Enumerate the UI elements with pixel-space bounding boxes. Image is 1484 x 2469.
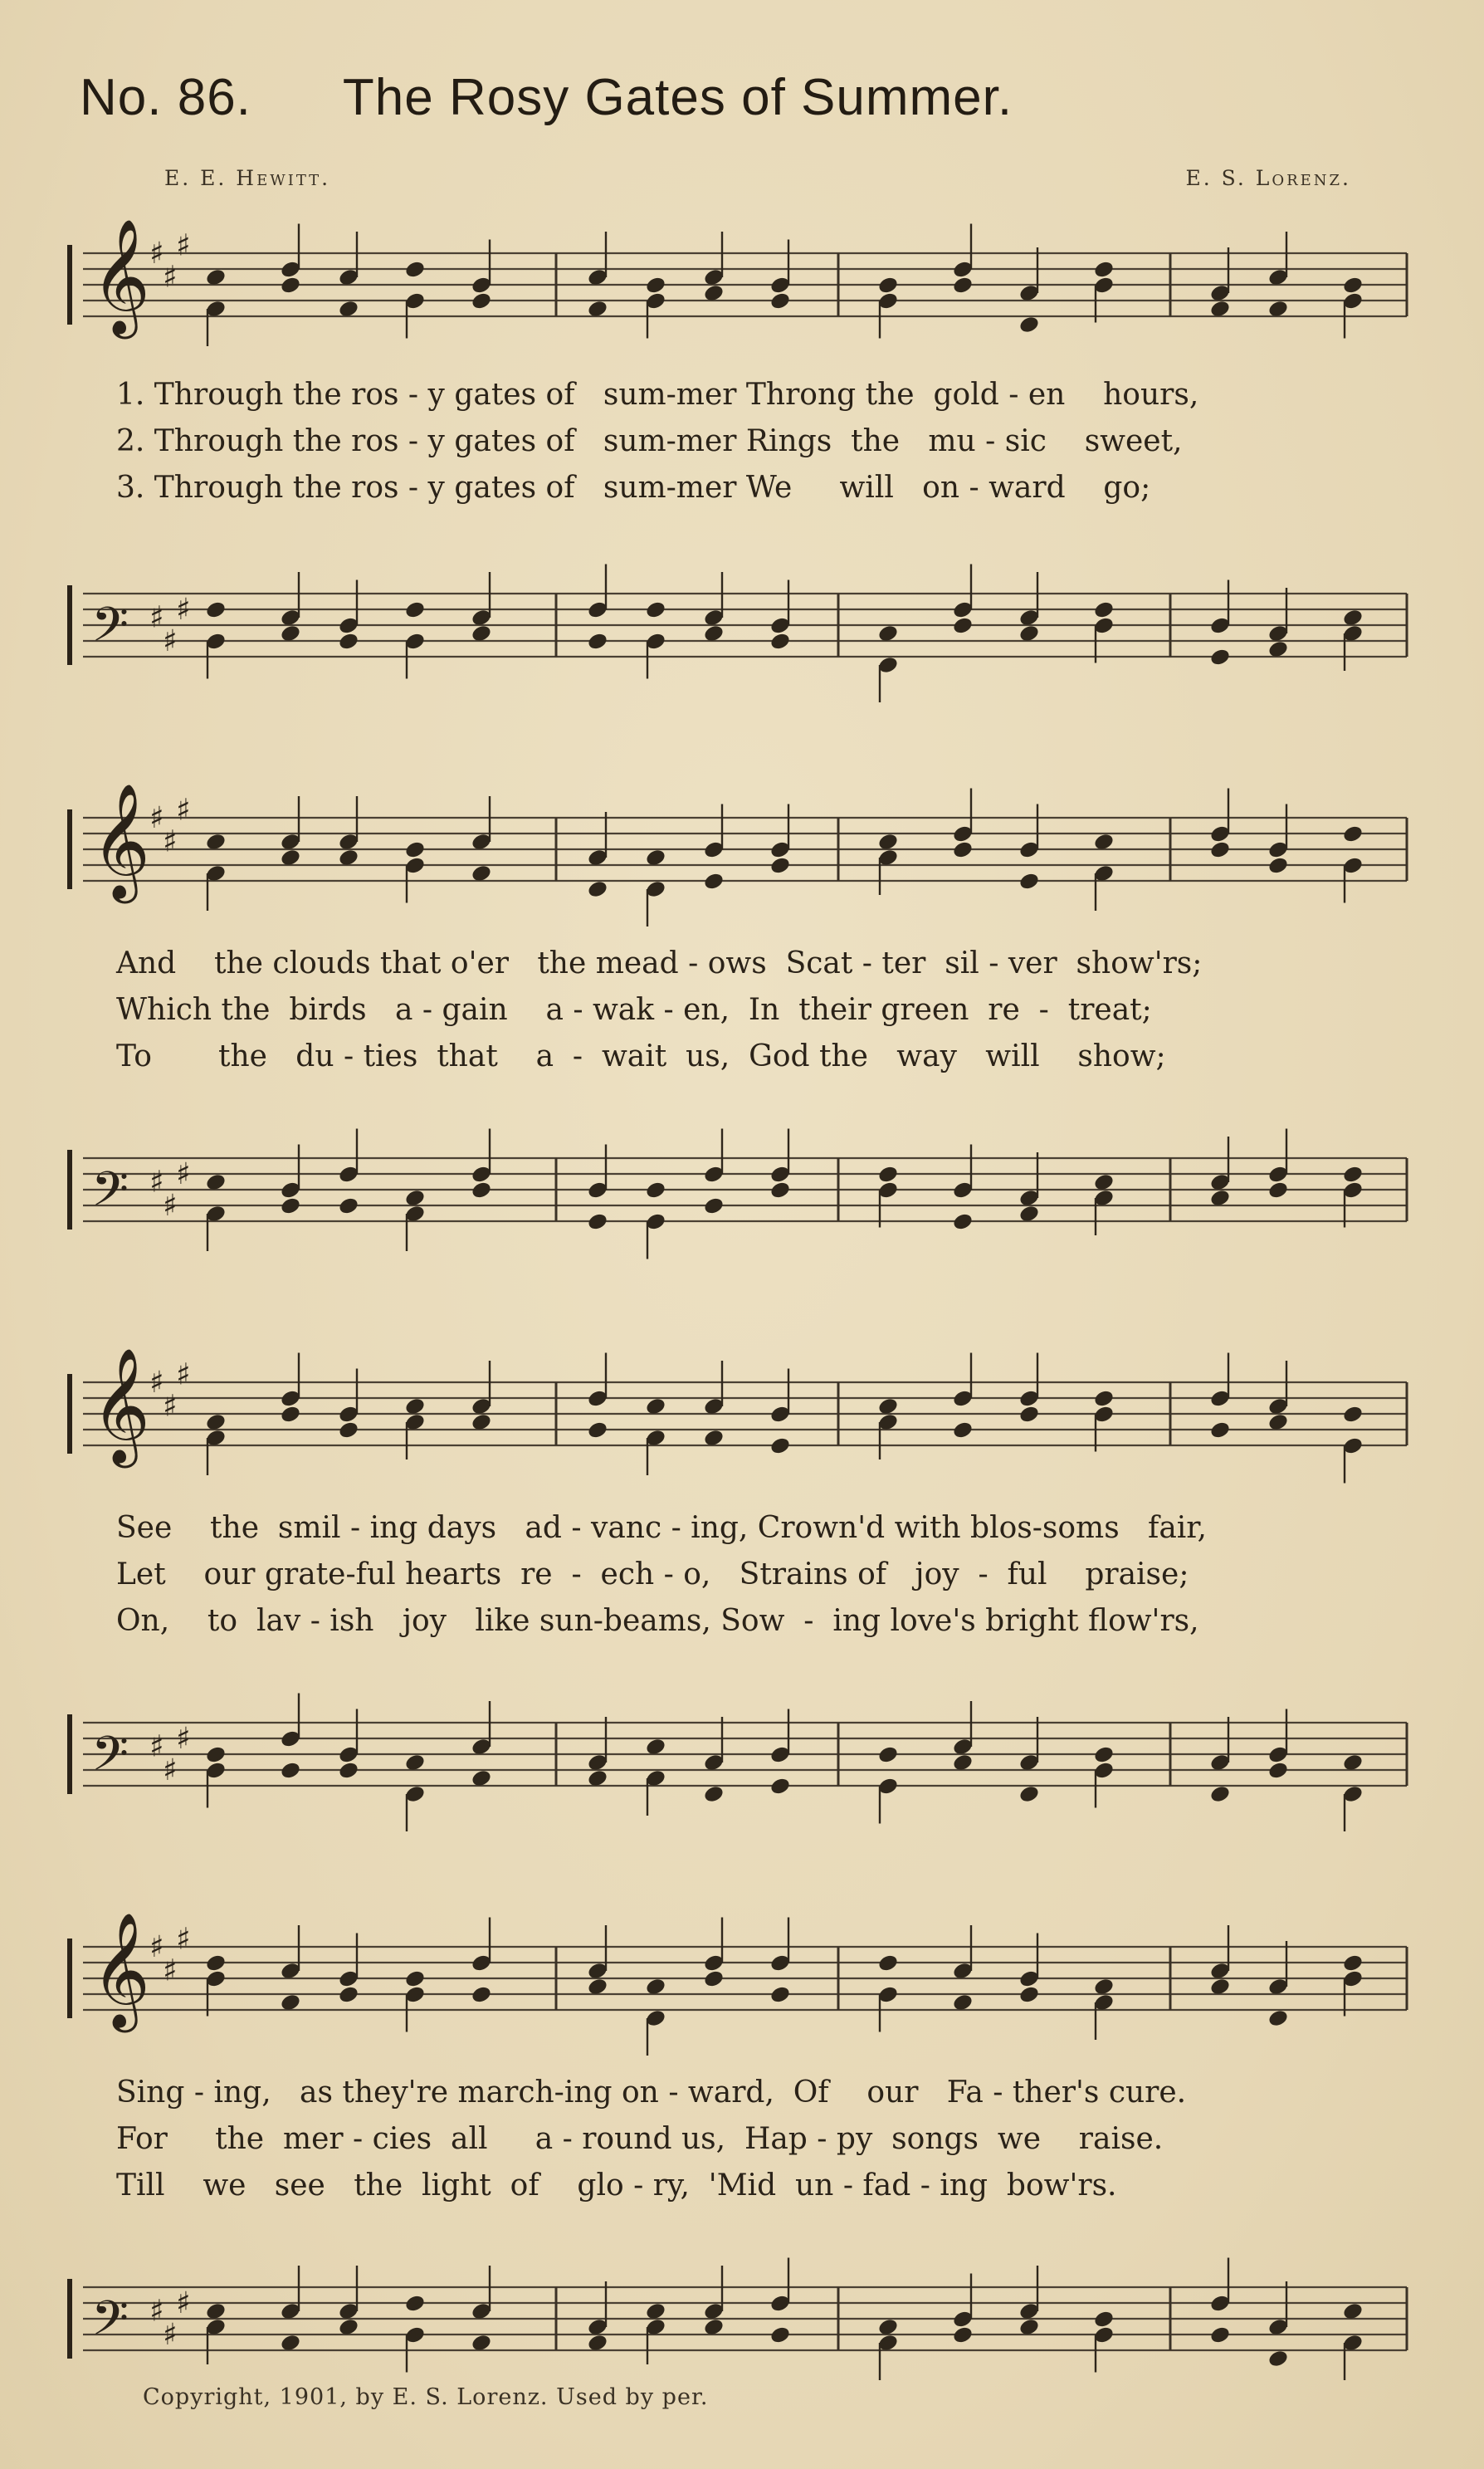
sharp-icon: ♯ bbox=[149, 1365, 164, 1400]
note-head bbox=[769, 1985, 792, 2005]
note-head bbox=[1209, 840, 1232, 860]
note-head bbox=[703, 1196, 725, 1216]
note-head bbox=[1093, 260, 1115, 280]
music-system-1 bbox=[66, 212, 1411, 677]
note-head bbox=[1209, 1420, 1232, 1440]
sharp-icon: ♯ bbox=[149, 1929, 164, 1964]
bass-staff bbox=[66, 1133, 1411, 1266]
note-head bbox=[205, 1953, 227, 1973]
note-head bbox=[952, 616, 974, 636]
sharp-icon: ♯ bbox=[149, 800, 164, 835]
note-head bbox=[877, 276, 900, 296]
music-system-2 bbox=[66, 776, 1411, 1241]
note-head bbox=[205, 1745, 227, 1765]
note-head bbox=[1018, 1985, 1041, 2005]
treble-clef-icon: 𝄞 bbox=[91, 783, 150, 899]
note-head bbox=[280, 1405, 302, 1425]
note-head bbox=[1267, 2008, 1290, 2028]
sharp-icon: ♯ bbox=[163, 1388, 178, 1424]
bass-clef-icon: 𝄢 bbox=[91, 1161, 129, 1230]
note-head bbox=[952, 276, 974, 296]
sharp-icon: ♯ bbox=[149, 1164, 164, 1200]
note-head bbox=[1018, 1405, 1041, 1425]
note-head bbox=[952, 2325, 974, 2345]
sharp-icon: ♯ bbox=[163, 1753, 178, 1787]
note-head bbox=[587, 1212, 609, 1232]
sharp-icon: ♯ bbox=[176, 227, 191, 263]
note-head bbox=[404, 260, 427, 280]
note-head bbox=[1267, 1761, 1290, 1781]
sharp-icon: ♯ bbox=[163, 1953, 178, 1988]
note-head bbox=[769, 1181, 792, 1200]
sharp-icon: ♯ bbox=[163, 824, 178, 859]
treble-clef-icon: 𝄞 bbox=[91, 218, 150, 335]
note-head bbox=[703, 1969, 725, 1989]
sharp-icon: ♯ bbox=[176, 2286, 191, 2320]
note-head bbox=[1342, 1953, 1364, 1973]
lyric-verse-2: For the mer - cies all a - round us, Hap - py songs we raise. bbox=[116, 2122, 1164, 2156]
music-system-4 bbox=[66, 1905, 1411, 2370]
sharp-icon: ♯ bbox=[149, 2293, 164, 2329]
sharp-icon: ♯ bbox=[176, 1721, 191, 1756]
note-head bbox=[471, 291, 493, 311]
note-head bbox=[1267, 856, 1290, 876]
bass-staff bbox=[66, 1698, 1411, 1831]
note-head bbox=[338, 1761, 360, 1781]
lyric-verse-1: Sing - ing, as they're march-ing on - ward, Of our Fa - ther's cure. bbox=[116, 2075, 1187, 2110]
note-head bbox=[404, 2294, 427, 2314]
sharp-icon: ♯ bbox=[176, 792, 191, 828]
note-head bbox=[645, 600, 667, 620]
hymn-title: The Rosy Gates of Summer. bbox=[342, 69, 1013, 126]
note-head bbox=[338, 632, 360, 652]
note-head bbox=[952, 840, 974, 860]
note-head bbox=[587, 632, 609, 652]
note-head bbox=[471, 1985, 493, 2005]
lyric-verse-3: On, to lav - ish joy like sun-beams, Sow - ing love's bright flow'rs, bbox=[116, 1604, 1199, 1638]
copyright-notice: Copyright, 1901, by E. S. Lorenz. Used by per. bbox=[143, 2384, 709, 2410]
sharp-icon: ♯ bbox=[176, 592, 191, 627]
bass-clef-icon: 𝄢 bbox=[91, 2290, 129, 2359]
note-head bbox=[587, 1420, 609, 1440]
note-head bbox=[1342, 276, 1364, 296]
treble-staff bbox=[66, 783, 1411, 926]
note-head bbox=[769, 2325, 792, 2345]
note-head bbox=[280, 1196, 302, 1216]
sharp-icon: ♯ bbox=[163, 2317, 178, 2352]
lyric-verse-1: And the clouds that o'er the mead - ows Scat - ter sil - ver show'rs; bbox=[116, 946, 1203, 980]
note-head bbox=[769, 1436, 792, 1456]
note-head bbox=[645, 1181, 667, 1200]
note-head bbox=[769, 632, 792, 652]
sharp-icon: ♯ bbox=[163, 259, 178, 295]
note-head bbox=[877, 1165, 900, 1185]
sharp-icon: ♯ bbox=[149, 599, 164, 635]
bass-staff bbox=[66, 2262, 1411, 2395]
sharp-icon: ♯ bbox=[176, 1921, 191, 1957]
lyricist-credit: E. E. Hewitt. bbox=[164, 166, 331, 190]
note-head bbox=[703, 1784, 725, 1804]
note-head bbox=[769, 856, 792, 876]
note-head bbox=[1267, 2349, 1290, 2369]
note-head bbox=[1018, 1784, 1041, 1804]
note-head bbox=[703, 872, 725, 892]
treble-staff bbox=[66, 1347, 1411, 1490]
lyric-verse-2: Let our grate-ful hearts re - ech - o, Strains of joy - ful praise; bbox=[116, 1557, 1189, 1591]
note-head bbox=[587, 879, 609, 899]
note-head bbox=[1093, 600, 1115, 620]
sharp-icon: ♯ bbox=[149, 1728, 164, 1764]
note-head bbox=[1209, 648, 1232, 667]
note-head bbox=[1209, 1784, 1232, 1804]
note-head bbox=[877, 1953, 900, 1973]
treble-staff bbox=[66, 1912, 1411, 2055]
note-head bbox=[952, 1420, 974, 1440]
note-head bbox=[471, 1181, 493, 1200]
note-head bbox=[404, 1969, 427, 1989]
sharp-icon: ♯ bbox=[149, 236, 164, 271]
sharp-icon: ♯ bbox=[163, 623, 178, 658]
note-head bbox=[1093, 1745, 1115, 1765]
note-head bbox=[1267, 1181, 1290, 1200]
note-head bbox=[769, 1777, 792, 1797]
note-head bbox=[877, 1745, 900, 1765]
treble-clef-icon: 𝄞 bbox=[91, 1347, 150, 1464]
note-head bbox=[645, 276, 667, 296]
note-head bbox=[338, 1420, 360, 1440]
note-head bbox=[338, 1985, 360, 2005]
note-head bbox=[338, 1196, 360, 1216]
note-head bbox=[1018, 315, 1041, 335]
lyric-verse-3: 3. Through the ros - y gates of sum-mer We will on - ward go; bbox=[116, 471, 1151, 505]
note-head bbox=[1018, 872, 1041, 892]
sharp-icon: ♯ bbox=[176, 1357, 191, 1392]
sharp-icon: ♯ bbox=[176, 1156, 191, 1191]
lyric-verse-1: See the smil - ing days ad - vanc - ing, Crown'd with blos-soms fair, bbox=[116, 1511, 1207, 1545]
note-head bbox=[1093, 2310, 1115, 2330]
note-head bbox=[1342, 824, 1364, 844]
lyric-verse-2: Which the birds a - gain a - wak - en, In their green re - treat; bbox=[116, 993, 1152, 1027]
lyric-verse-1: 1. Through the ros - y gates of sum-mer Throng the gold - en hours, bbox=[116, 378, 1199, 412]
bass-staff bbox=[66, 569, 1411, 702]
note-head bbox=[205, 600, 227, 620]
composer-credit: E. S. Lorenz. bbox=[1185, 166, 1351, 190]
note-head bbox=[404, 840, 427, 860]
hymn-number: No. 86. bbox=[80, 69, 251, 126]
bass-clef-icon: 𝄢 bbox=[91, 596, 129, 665]
treble-clef-icon: 𝄞 bbox=[91, 1912, 150, 2028]
note-head bbox=[1209, 2325, 1232, 2345]
note-head bbox=[952, 1212, 974, 1232]
treble-staff bbox=[66, 218, 1411, 361]
lyric-verse-3: Till we see the light of glo - ry, 'Mid un - fad - ing bow'rs. bbox=[116, 2168, 1117, 2203]
note-head bbox=[769, 291, 792, 311]
note-head bbox=[1342, 1165, 1364, 1185]
hymn-title-heading bbox=[80, 68, 1013, 127]
bass-clef-icon: 𝄢 bbox=[91, 1725, 129, 1794]
lyric-verse-2: 2. Through the ros - y gates of sum-mer Rings the mu - sic sweet, bbox=[116, 424, 1183, 458]
sharp-icon: ♯ bbox=[163, 1188, 178, 1223]
note-head bbox=[280, 276, 302, 296]
lyric-verse-3: To the du - ties that a - wait us, God the way will show; bbox=[116, 1039, 1166, 1073]
note-head bbox=[1342, 1405, 1364, 1425]
music-system-3 bbox=[66, 1341, 1411, 1806]
note-head bbox=[404, 600, 427, 620]
note-head bbox=[280, 1761, 302, 1781]
note-head bbox=[1093, 1389, 1115, 1409]
